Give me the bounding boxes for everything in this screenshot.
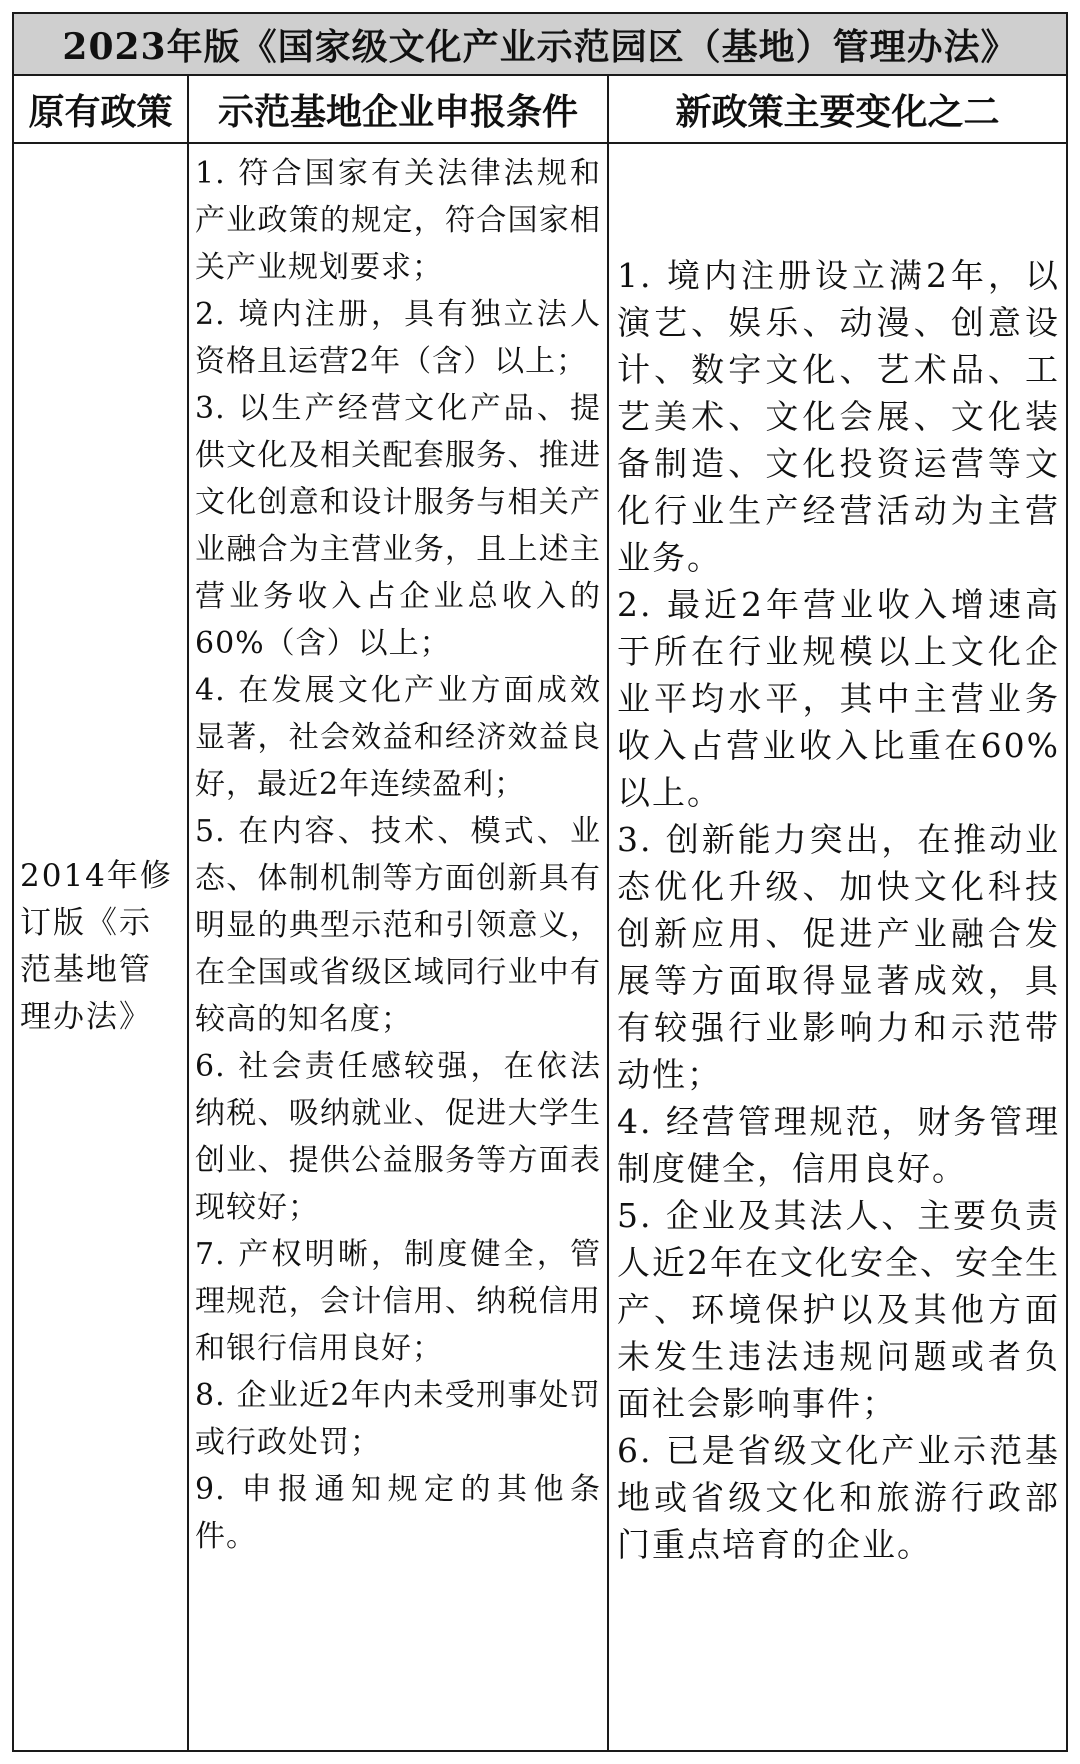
new-changes-cell <box>609 144 1066 1750</box>
condition-item: 2. 境内注册，具有独立法人资格且运营2年（含）以上； <box>195 297 601 379</box>
condition-item: 1. 符合国家有关法律法规和产业政策的规定，符合国家相关产业规划要求； <box>195 156 601 285</box>
conditions-cell <box>189 144 609 1750</box>
header-application-conditions: 示范基地企业申报条件 <box>189 76 609 142</box>
condition-item: 5. 在内容、技术、模式、业态、体制机制等方面创新具有明显的典型示范和引领意义，在全国或省级区域同行业中有较高的知名度； <box>195 814 601 1037</box>
header-row <box>14 76 1066 144</box>
condition-item: 7. 产权明晰，制度健全，管理规范，会计信用、纳税信用和银行信用良好； <box>195 1237 601 1366</box>
change-item: 6. 已是省级文化产业示范基地或省级文化和旅游行政部门重点培育的企业。 <box>617 1431 1060 1564</box>
original-policy-text: 2014年修订版《示范基地管理办法》 <box>20 858 173 1035</box>
body-row <box>14 144 1066 1750</box>
change-item: 5. 企业及其法人、主要负责人近2年在文化安全、安全生产、环境保护以及其他方面未发生违法违规问题或者负面社会影响事件； <box>617 1196 1060 1423</box>
condition-item: 3. 以生产经营文化产品、提供文化及相关配套服务、推进文化创意和设计服务与相关产业融合为主营业务，且上述主营业务收入占企业总收入的60%（含）以上； <box>195 391 601 661</box>
change-item: 1. 境内注册设立满2年，以演艺、娱乐、动漫、创意设计、数字文化、艺术品、工艺美术、文化会展、文化装备制造、文化投资运营等文化行业生产经营活动为主营业务。 <box>617 256 1060 577</box>
header-original-policy: 原有政策 <box>14 76 189 142</box>
condition-item: 4. 在发展文化产业方面成效显著，社会效益和经济效益良好，最近2年连续盈利； <box>195 673 601 802</box>
condition-item: 6. 社会责任感较强，在依法纳税、吸纳就业、促进大学生创业、提供公益服务等方面表现较好； <box>195 1049 601 1225</box>
condition-item: 9. 申报通知规定的其他条件。 <box>195 1472 601 1554</box>
change-item: 2. 最近2年营业收入增速高于所在行业规模以上文化企业平均水平，其中主营业务收入占营业收入比重在60%以上。 <box>617 585 1060 812</box>
condition-item: 8. 企业近2年内未受刑事处罚或行政处罚； <box>195 1378 601 1460</box>
change-item: 3. 创新能力突出，在推动业态优化升级、加快文化科技创新应用、促进产业融合发展等方面取得显著成效，具有较强行业影响力和示范带动性； <box>617 820 1060 1094</box>
policy-comparison-table <box>12 12 1068 1752</box>
original-policy-cell <box>14 144 189 1750</box>
header-new-policy-changes: 新政策主要变化之二 <box>675 90 1000 133</box>
change-item: 4. 经营管理规范，财务管理制度健全，信用良好。 <box>617 1102 1060 1188</box>
table-title: 2023年版《国家级文化产业示范园区（基地）管理办法》 <box>14 14 1066 76</box>
